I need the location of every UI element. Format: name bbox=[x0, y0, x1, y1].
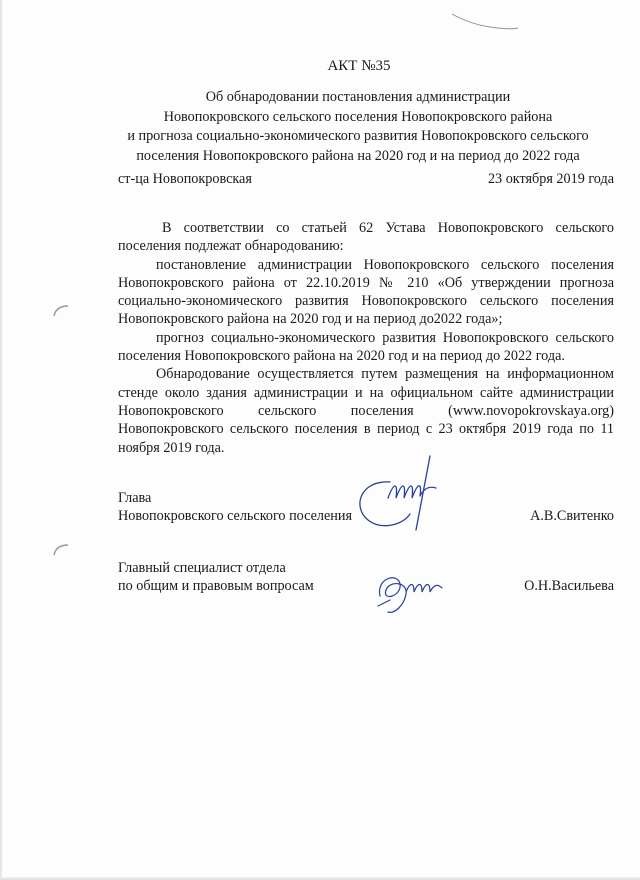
signatory-specialist bbox=[118, 559, 614, 596]
signatory-position: Главный специалист отдела bbox=[118, 560, 286, 576]
document-title: АКТ №35 bbox=[327, 58, 391, 74]
paragraph: прогноз социально-экономического развития Новопокровского сельского поселения Новопокровского района на 2020 год и на период до 2022 года. bbox=[118, 329, 614, 365]
place: ст-ца Новопокровская bbox=[118, 171, 252, 187]
signatory-position: Глава bbox=[118, 490, 152, 506]
signatory-name: О.Н.Васильева bbox=[524, 578, 614, 595]
punch-hole-icon bbox=[52, 543, 70, 557]
scan-edge bbox=[0, 0, 2, 880]
subtitle-line: и прогноза социально-экономического развития Новопокровского сельского bbox=[127, 128, 589, 144]
document-subtitle bbox=[100, 88, 616, 166]
subtitle-line: Об обнародовании постановления администрации bbox=[205, 89, 511, 105]
paragraph: постановление администрации Новопокровского сельского поселения Новопокровского района от 22.10.2019 № 210 «Об утверждении прогноза социально-экономического развития Новопокровского сельского поселения Новопокровского района на 2020 год и на период до2022 года»; bbox=[118, 256, 614, 328]
paragraph: В соответствии со статьей 62 Устава Новопокровского сельского поселения подлежат обнародованию: bbox=[118, 220, 614, 255]
pen-mark-icon bbox=[450, 10, 520, 30]
subtitle-line: Новопокровского сельского поселения Новопокровского района bbox=[163, 108, 553, 125]
paragraph: Обнародование осуществляется путем размещения на информационном стенде около здания администрации и на официальном сайте администрации Новопокровского сельского поселения (www.novopokrovskaya.org) Новопокровского сельского поселения в период с 23 октября 2019 года по 11 ноября 2019 года. bbox=[118, 366, 614, 456]
signatory-name: А.В.Свитенко bbox=[530, 508, 614, 525]
punch-hole-icon bbox=[52, 304, 70, 318]
place-date-row bbox=[118, 171, 614, 188]
document-body bbox=[118, 219, 614, 457]
signatory-row bbox=[118, 577, 614, 595]
signature-head-icon bbox=[350, 452, 440, 534]
signature-specialist-icon bbox=[372, 566, 454, 618]
subtitle-line: поселения Новопокровского района на 2020 год и на период до 2022 года bbox=[136, 147, 580, 164]
signatory-position: Новопокровского сельского поселения bbox=[118, 508, 352, 525]
signatory-position: по общим и правовым вопросам bbox=[118, 578, 314, 595]
date: 23 октября 2019 года bbox=[487, 171, 614, 187]
